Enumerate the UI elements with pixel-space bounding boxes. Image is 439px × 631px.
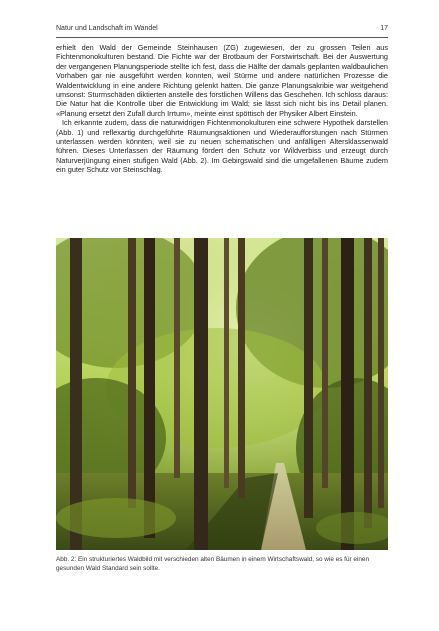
body-text <box>56 43 388 175</box>
page-header <box>56 25 388 32</box>
header-rule <box>56 37 388 38</box>
running-title: Natur und Landschaft im Wandel <box>56 25 158 32</box>
paragraph-2: Ich erkannte zudem, dass die naturwidrigen Fichtenmonokulturen eine schwere Hypothek darstellen (Abb. 1) und reflexartig durchgeführte Räumungsaktionen und Wiederaufforstungen nach Stürmen unterlassen werden könnten, weil sie zu neuen schematischen und anfälligen Altersklassenwald führen. Dieses Unterlassen der Räumung fördert den Schutz vor Wildverbiss und erzeugt durch Naturverjüngung einen stufigen Wald (Abb. 2). Im Gebirgswald sind die umgefallenen Bäume zudem ein guter Schutz vor Steinschlag. <box>56 118 388 175</box>
figure-caption: Abb. 2: Ein strukturiertes Waldbild mit verschieden alten Bäumen in einem Wirtschaftswald, so wie es für einen gesunden Wald Standard sein sollte. <box>56 556 370 572</box>
page-number: 17 <box>380 25 388 32</box>
paragraph-1: erhielt den Wald der Gemeinde Steinhausen (ZG) zugewiesen, der zu grossen Teilen aus Fichtenmonokulturen bestand. Die Fichte war der Brotbaum der Forstwirtschaft. Bei der Auswertung der vergangenen Planungsperiode stellte ich fest, dass die Hälfte der damals geplanten waldbaulichen Vorhaben gar nie ausgeführt werden konnten, weil Stürme und andere natürlichen Prozesse die Waldentwicklung in eine andere Richtung gelenkt hatten. Die ganze Planungsakribie war weitgehend umsonst: Sturmschäden diktierten anstelle des forstlichen Willens das Geschehen. Ich schloss daraus: Die Natur hat die Kontrolle über die Entwicklung im Wald; sie lässt sich nicht bis ins Detail planen. «Planung ersetzt den Zufall durch Irrtum», meinte einst spöttisch der Physiker Albert Einstein. <box>56 43 388 118</box>
forest-photo <box>56 238 388 550</box>
